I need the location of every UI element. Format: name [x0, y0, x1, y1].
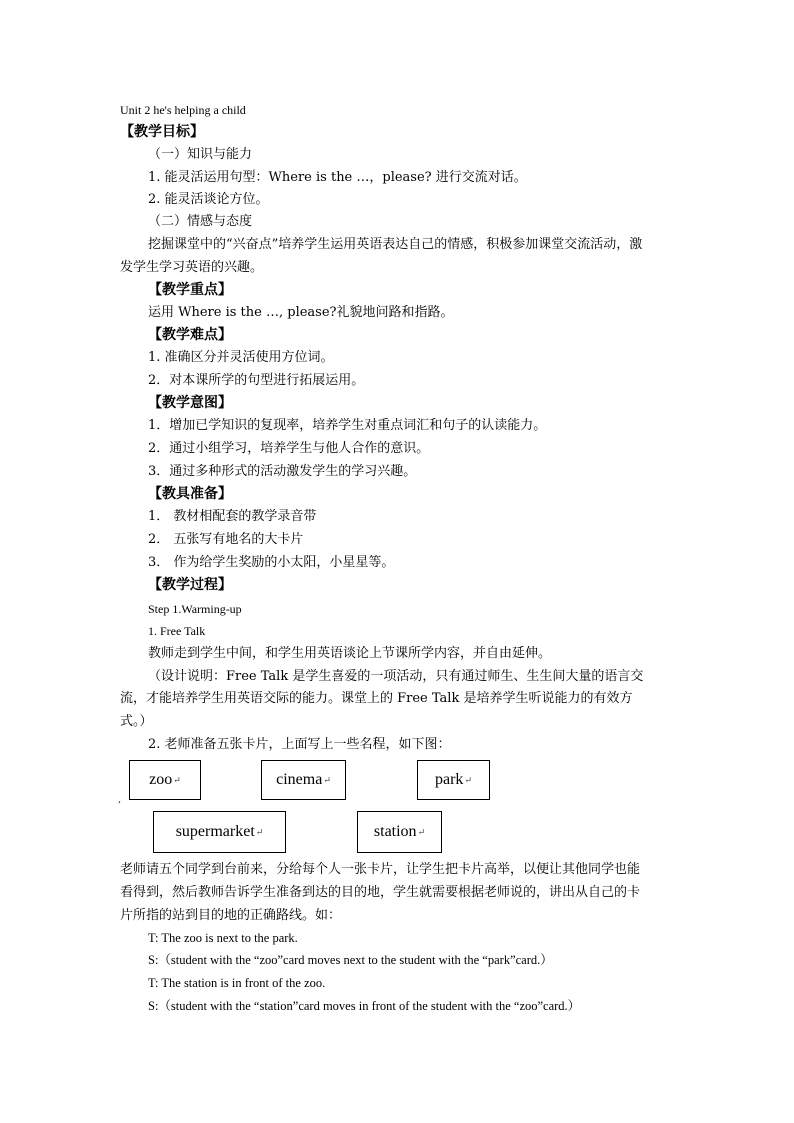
card-cinema-label: cinema	[276, 771, 323, 788]
activity-paragraph-line-3: 片所指的站到目的地的正确路线。如：	[120, 908, 342, 923]
intent-item-3: 3．通过多种形式的活动激发学生的学习兴趣。	[148, 464, 417, 479]
attitude-paragraph-line-1: 挖掘课堂中的“兴奋点”培养学生运用英语表达自己的情感，积极参加课堂交流活动，激	[148, 237, 643, 252]
return-mark: ↵	[255, 826, 264, 837]
return-mark: ↵	[323, 774, 331, 785]
subheading-attitude: （二）情感与态度	[148, 214, 253, 229]
dialogue-line-3: T: The station is in front of the zoo.	[148, 976, 326, 990]
dialogue-line-2: S:（student with the “zoo”card moves next to the student with the “park”card.）	[148, 953, 553, 967]
card-supermarket	[153, 811, 286, 853]
activity-paragraph-line-1: 老师请五个同学到台前来，分给每个人一张卡片，让学生把卡片高举，以便让其他同学也能	[120, 862, 641, 877]
section-heading-difficulties: 【教学难点】	[148, 327, 232, 343]
section-heading-objectives: 【教学目标】	[120, 124, 204, 140]
design-note-line-3: 式。）	[120, 714, 153, 729]
attitude-paragraph-line-2: 发学生学习英语的兴趣。	[120, 260, 264, 275]
card-instruction: 2. 老师准备五张卡片，上面写上一些名程，如下图：	[148, 737, 451, 752]
materials-item-3: 3． 作为给学生奖励的小太阳，小星星等。	[148, 555, 395, 570]
materials-item-1: 1． 教材相配套的教学录音带	[148, 509, 317, 524]
free-talk-paragraph: 教师走到学生中间，和学生用英语谈论上节课所学内容，并自由延伸。	[148, 646, 552, 661]
difficulty-item-1: 1. 准确区分并灵活使用方位词。	[148, 350, 334, 365]
section-heading-materials: 【教具准备】	[148, 486, 232, 502]
objective-item-2: 2. 能灵活谈论方位。	[148, 192, 269, 207]
card-supermarket-label: supermarket	[175, 823, 255, 840]
card-zoo	[129, 760, 201, 800]
subheading-knowledge: （一）知识与能力	[148, 147, 253, 162]
comma-mark: ,	[118, 794, 122, 805]
card-zoo-label: zoo	[149, 771, 173, 788]
objective-item-1: 1. 能灵活运用句型：Where is the …，please? 进行交流对话。	[148, 170, 527, 185]
return-mark: ↵	[417, 826, 426, 837]
intent-item-1: 1．增加已学知识的复现率，培养学生对重点词汇和句子的认读能力。	[148, 418, 547, 433]
card-park	[417, 760, 490, 800]
document-title: Unit 2 he's helping a child	[120, 103, 246, 117]
return-mark: ↵	[173, 774, 181, 785]
intent-item-2: 2．通过小组学习，培养学生与他人合作的意识。	[148, 441, 430, 456]
dialogue-line-4: S:（student with the “station”card moves in front of the student with the “zoo”card.）	[148, 999, 581, 1013]
section-heading-key-points: 【教学重点】	[148, 282, 232, 298]
step-1-title: Step 1.Warming-up	[148, 602, 242, 616]
design-note-line-2: 流，才能培养学生用英语交际的能力。课堂上的 Free Talk 是培养学生听说能力的有效方	[120, 691, 633, 706]
dialogue-line-1: T: The zoo is next to the park.	[148, 931, 298, 945]
section-heading-process: 【教学过程】	[148, 577, 232, 593]
card-park-label: park	[435, 771, 464, 788]
card-station	[357, 811, 442, 853]
difficulty-item-2: 2．对本课所学的句型进行拓展运用。	[148, 373, 365, 388]
return-mark: ↵	[464, 774, 472, 785]
free-talk-title: 1. Free Talk	[148, 624, 206, 638]
card-cinema	[261, 760, 346, 800]
design-note-line-1: （设计说明：Free Talk 是学生喜爱的一项活动，只有通过师生、生生间大量的语言交	[148, 669, 644, 684]
materials-item-2: 2． 五张写有地名的大卡片	[148, 532, 304, 547]
key-points-text: 运用 Where is the …, please?礼貌地问路和指路。	[148, 305, 454, 320]
activity-paragraph-line-2: 看得到，然后教师告诉学生准备到达的目的地，学生就需要根据老师说的，讲出从自己的卡	[120, 885, 641, 900]
card-station-label: station	[373, 823, 417, 840]
section-heading-intent: 【教学意图】	[148, 395, 232, 411]
